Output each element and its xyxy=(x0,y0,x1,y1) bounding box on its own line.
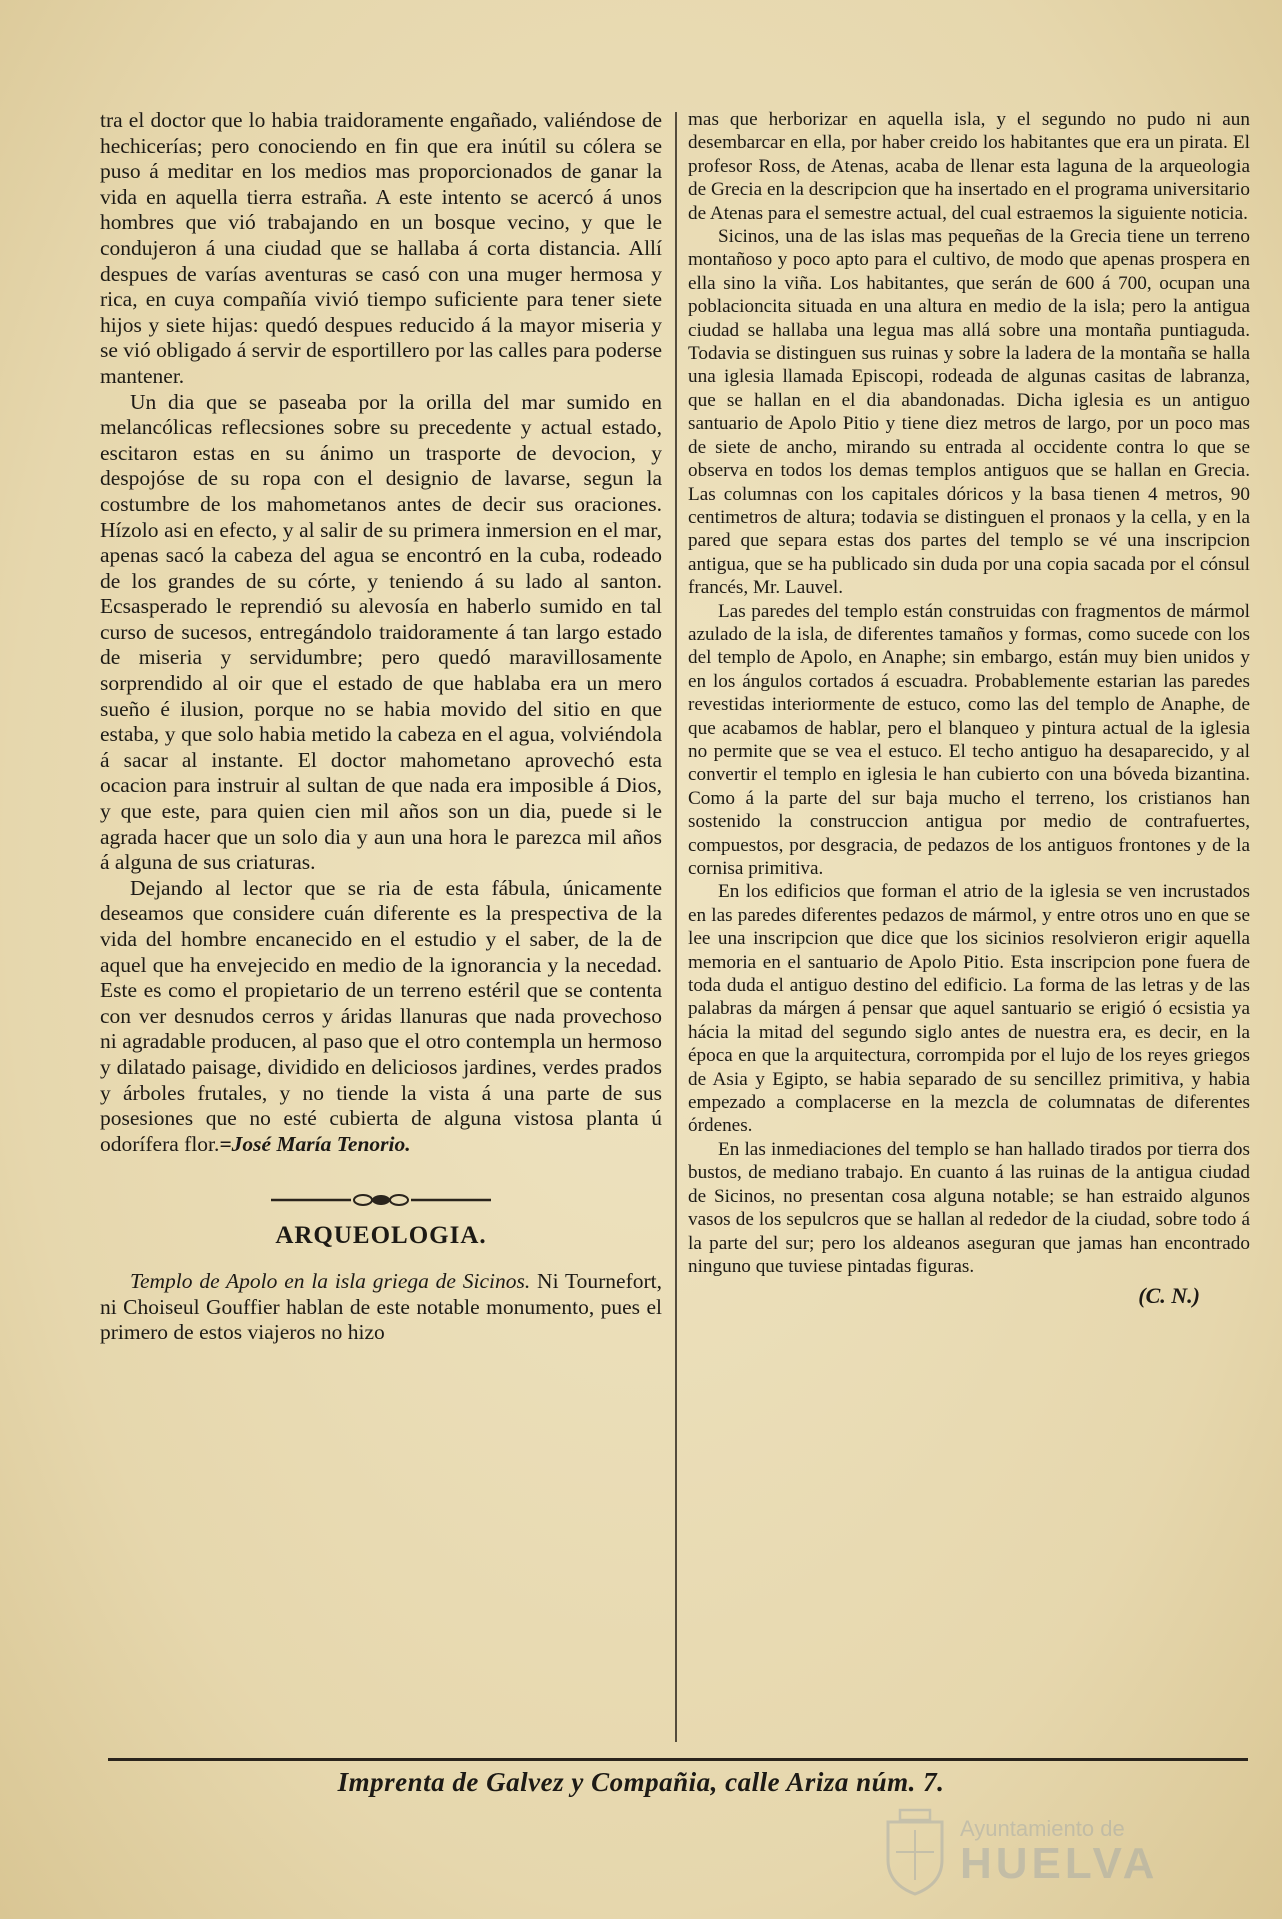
left-paragraph-1: tra el doctor que lo habia traidoramente engañado, valiéndose de hechicerías; pero conociendo en fin que era inútil su cólera se puso á meditar en los medios mas proporcionados de ganar la vida en aquella tierra estraña. A este intento se acercó á unos hombres que vió trabajando en un bosque vecino, y que le condujeron á una ciudad que se hallaba á corta distancia. Allí despues de varías aventuras se casó con una muger hermosa y rica, en cuya compañía vivió tiempo suficiente para tener siete hijos y siete hijas: quedó despues reducido á la mayor miseria y se vió obligado á servir de esportillero por las calles para poderse mantener. xyxy=(100,108,662,388)
left-paragraph-2: Un dia que se paseaba por la orilla del mar sumido en melancólicas reflecsiones sobre su precedente y actual estado, escitaron estas en su ánimo un trasporte de devocion, y despojóse de su ropa con el designio de lavarse, segun la costumbre de los mahometanos antes de decir sus oraciones. Hízolo asi en efecto, y al salir de su primera inmersion en el mar, apenas sacó la cabeza del agua se encontró en la cuba, rodeado de los grandes de su córte, y teniendo á su lado al santon. Ecsasperado le reprendió su alevosía en haberlo sumido en tal curso de sucesos, entregándolo traidoramente á tan largo estado de miseria y servidumbre; pero quedó maravillosamente sorprendido al oir que el estado de que hablaba era un mero sueño é ilusion, porque no se habia movido del sitio en que estaba, y que solo habia metido la cabeza en el agua, volviéndola á sacar al instante. El doctor mahometano aprovechó esta ocacion para instruir al sultan de que nada era imposible á Dios, y que este, para quien cien mil años son un dia, puede si le agrada hacer que un solo dia y aun una hora le parezca mil años á alguna de sus criaturas. xyxy=(100,389,662,875)
section-title: ARQUEOLOGIA. xyxy=(275,1222,487,1250)
watermark-line1: Ayuntamiento de xyxy=(960,1816,1125,1841)
article-intro-text: Ni Tournefort, ni Choiseul Gouffier hablan de este notable monumento, pues el primero de estos viajeros no hizo xyxy=(100,1268,662,1345)
right-paragraph-5: En las inmediaciones del templo se han hallado tirados por tierra dos bustos, de mediano trabajo. En cuanto á las ruinas de la antigua ciudad de Sicinos, no presentan cosa alguna notable; se han estraido algunos vasos de los sepulcros que se hallan al rededor de la ciudad, sobre todo á la parte del sur; pero los aldeanos aseguran que jamas han encontrado ninguno que tuviese pintadas figuras. xyxy=(688,1138,1250,1277)
author-signature: =José María Tenorio. xyxy=(219,1131,411,1156)
right-paragraph-4: En los edificios que forman el atrio de la iglesia se ven incrustados en las paredes diferentes pedazos de mármol, y entre otros uno en que se lee una inscripcion que dice que los sicinios resolvieron erigir aquella memoria en el santuario de Apolo Pitio. Esta inscripcion pone fuera de toda duda el antiguo destino del edificio. La forma de las letras y de las palabras da márgen á pensar que aquel santuario se erigió ó ecsistia ya hácia la mitad del segundo siglo antes de nuestra era, es decir, en la época en que la arquitectura, corrompida por el lujo de los reyes griegos de Asia y Egipto, se habia separado de su sencillez primitiva, y habia empezado a complacerse en la mezcla de columnatas de diferentes órdenes. xyxy=(688,881,1250,1137)
left-paragraph-3-text: Dejando al lector que se ria de esta fábula, únicamente deseamos que considere cuán diferente es la prespectiva de la vida del hombre encanecido en el estudio y el saber, de la de aquel que ha envejecido en medio de la ignorancia y la necedad. Este es como el propietario de un terreno estéril que se contenta con ver desnudos cerros y áridas llanuras que nada provechoso ni agradable producen, al paso que el otro contempla un hermoso y dilatado paisage, dividido en deliciosos jardines, verdes prados y árboles frutales, y no tiende la vista á una parte de sus posesiones que no esté cubierta de alguna vistosa planta ú odorífera flor. xyxy=(100,875,662,1156)
column-divider xyxy=(675,112,677,1742)
watermark-text xyxy=(960,1817,1158,1887)
ornament-divider-icon xyxy=(271,1193,491,1207)
article-lead: Templo de Apolo en la isla griega de Sicinos. xyxy=(130,1268,531,1293)
right-column xyxy=(688,108,1250,1308)
archive-watermark xyxy=(880,1806,1220,1898)
footer-rule xyxy=(108,1758,1248,1761)
right-paragraph-3: Las paredes del templo están construidas con fragmentos de mármol azulado de la isla, de diferentes tamaños y formas, como sucede con los del templo de Apolo, en Anaphe; sin embargo, están muy bien unidos y en los ángulos cortados á escuadra. Probablemente estarian las paredes revestidas interiormente de estuco, como las del templo de Anaphe, de que acabamos de hablar, pero el blanqueo y pintura actual de la iglesia no permite que se vea el estuco. El techo antiguo ha desaparecido, y al convertir el templo en iglesia le han cubierto con una bóveda bizantina. Como á la parte del sur baja mucho el terreno, los cristianos han sostenido la construccion antigua por medio de contrafuertes, compuestos, por desgracia, de pedazos de los antiguos frontones y de la cornisa primitiva. xyxy=(688,600,1250,879)
coat-of-arms-icon xyxy=(880,1808,950,1896)
initials-signature: (C. N.) xyxy=(1138,1283,1200,1309)
imprint-line: Imprenta de Galvez y Compañia, calle Ariza núm. 7. xyxy=(337,1767,945,1797)
watermark-line2: HUELVA xyxy=(960,1839,1159,1888)
left-column xyxy=(100,108,662,1346)
article-intro xyxy=(100,1269,662,1346)
right-paragraph-2: Sicinos, una de las islas mas pequeñas de la Grecia tiene un terreno montañoso y poco apto para el cultivo, de modo que apenas prospera en ella sino la viña. Los habitantes, que serán de 600 á 700, ocupan una poblacioncita situada en una altura en medio de la isla; pero la antigua ciudad se hallaba una legua mas allá sobre una montaña puntiaguda. Todavia se distinguen sus ruinas y sobre la ladera de la montaña se halla una iglesia llamada Episcopi, rodeada de algunas casitas de labranza, que se hallan en el dia abandonadas. Dicha iglesia es un antiguo santuario de Apolo Pitio y tiene diez metros de largo, por un poco mas de siete de ancho, mirando su entrada al occidente contra lo que se observa en todos los demas templos antiguos que se hallan en Grecia. Las columnas con los capitales dóricos y la basa tienen 4 metros, 90 centimetros de altura; todavia se distinguen el pronaos y la cella, y en la pared que separa estas dos partes del templo se vé una inscripcion antigua, que se ha publicado sin duda por una copia sacada por el cónsul francés, Mr. Lauvel. xyxy=(688,226,1250,599)
right-paragraph-1: mas que herborizar en aquella isla, y el segundo no pudo ni aun desembarcar en ella, por haber creido los habitantes que era un pirata. El profesor Ross, de Atenas, acaba de llenar esta laguna de la arqueologia de Grecia en la descripcion que ha insertado en el programa universitario de Atenas para el semestre actual, del cual estraemos la siguiente noticia. xyxy=(688,109,1250,224)
left-paragraph-3 xyxy=(100,876,662,1158)
